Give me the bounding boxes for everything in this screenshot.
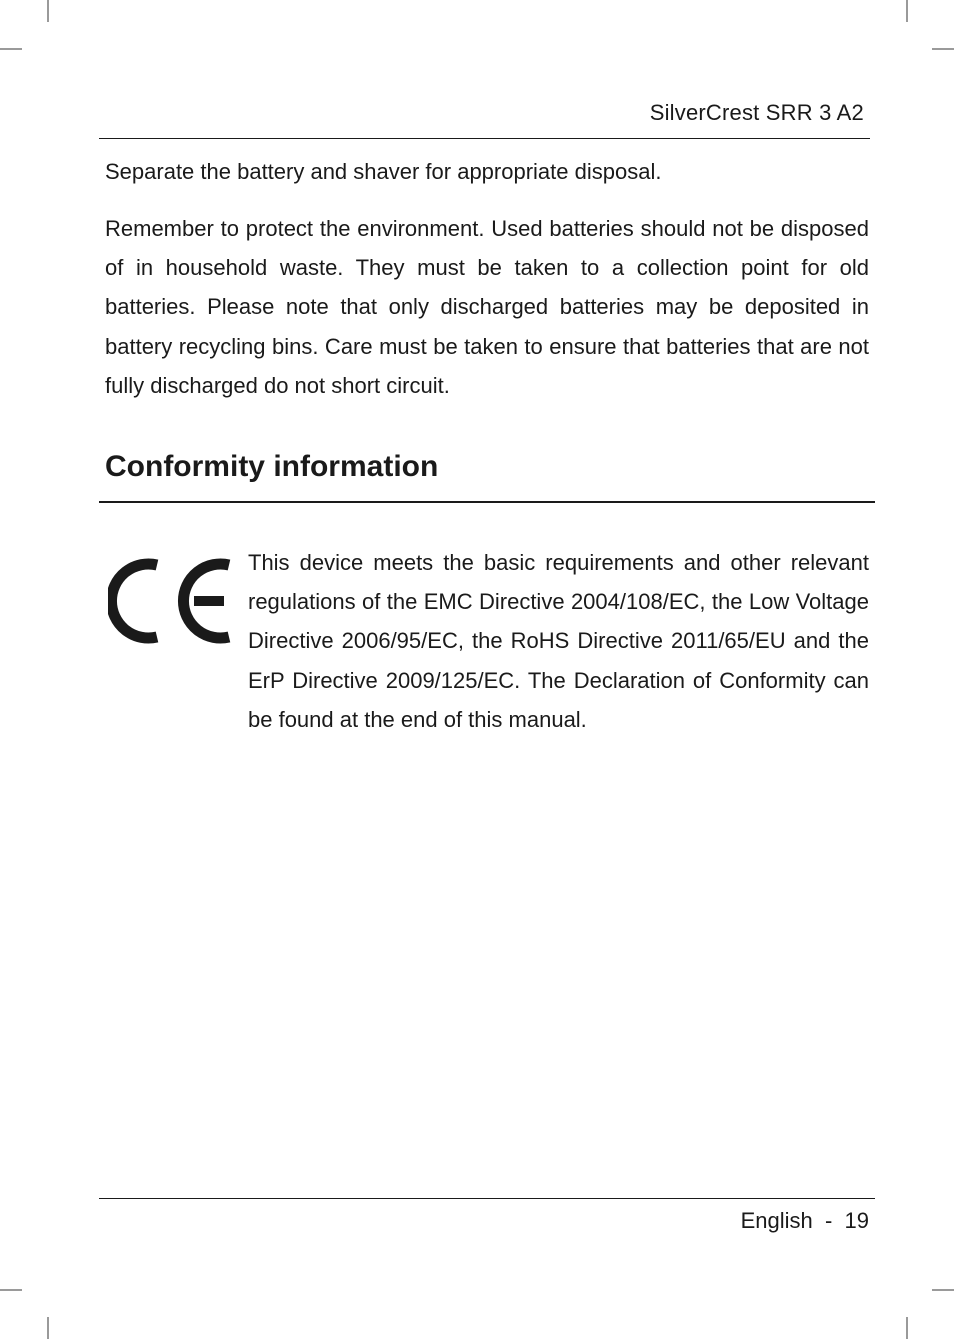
section-rule: [99, 501, 875, 503]
header-product-name: SilverCrest SRR 3 A2: [649, 100, 864, 125]
footer-rule: [99, 1198, 875, 1199]
crop-mark-bottom-right-v: [906, 1317, 908, 1339]
conformity-text: This device meets the basic requirements and other relevant regulations of the EMC Directive 2004/108/EC, the Low Voltage Directive 2006/95/EC, the RoHS Directive 2011/65/EU and the ErP Directive 2009/125/EC. The Declaration of Conformity can be found at the end of this manual.: [248, 550, 869, 732]
crop-mark-top-right-v: [906, 0, 908, 22]
footer-page-label: English - 19: [740, 1208, 869, 1233]
crop-mark-bottom-right-h: [932, 1289, 954, 1291]
crop-mark-top-left-h: [0, 48, 22, 50]
crop-mark-bottom-left-v: [47, 1317, 49, 1339]
section-title: Conformity information: [105, 450, 439, 483]
crop-mark-top-left-v: [47, 0, 49, 22]
header-rule: [99, 138, 870, 139]
disposal-paragraph: Separate the battery and shaver for appropriate disposal.: [105, 159, 662, 184]
ce-mark-icon: [108, 553, 234, 649]
crop-mark-top-right-h: [932, 48, 954, 50]
environment-paragraph: Remember to protect the environment. Used batteries should not be disposed of in household waste. They must be taken to a collection point for old batteries. Please note that only discharged batteries may be deposited in battery recycling bins. Care must be taken to ensure that batteries that are not fully discharged do not short circuit.: [105, 216, 869, 398]
crop-mark-bottom-left-h: [0, 1289, 22, 1291]
